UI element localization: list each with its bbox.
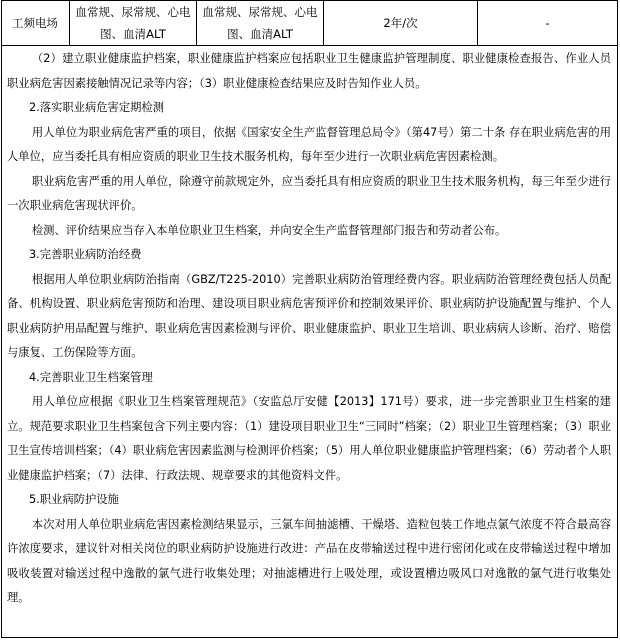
document-page [1,0,618,638]
paragraph-health-records: （2）建立职业健康监护档案，职业健康监护档案应包括职业卫生健康监护管理制度、职业健康检查报告、作业人员职业病危害因素接触情况记录等内容；（3）职业健康检查结果应及时告知作业人员。 [7,52,611,90]
remark-cell: - [478,1,618,46]
paragraph-results-archive: 检测、评价结果应当存入本单位职业卫生档案，并向安全生产监督管理部门报告和劳动者公布。 [31,223,507,237]
health-check-table [2,1,617,46]
on-job-exam-cell: 血常规、尿常规、心电图、血清ALT [197,1,324,46]
hazard-category-cell: 工频电场 [2,1,70,46]
paragraph-funding: 根据用人单位职业病防治指南（GBZ/T225-2010）完善职业病防治管理经费内容。职业病防治管理经费包括人员配备、机构设置、职业病危害预防和治理、建设项目职业病危害预评价和控制效果评价、职业病防护设施配置与维护、个人职业病防护用品配置与维护、职业病危害因素检测与评价、职业健康监护、职业卫生培训、职业病病人诊断、治疗、赔偿与康复、工伤保险等方面。 [7,272,611,359]
paragraph-archive-management: 用人单位应根据《职业卫生档案管理规范》（安监总厅安健【2013】171号）要求，进一步完善职业卫生档案的建立。规范要求职业卫生档案包含下列主要内容：（1）建设项目职业卫生“三同时”档案；（2）职业卫生管理档案；（3）职业卫生宣传培训档案；（4）职业病危害因素监测与检测评价档案；（5）用人单位职业健康监护管理档案；（6）劳动者个人职业健康监护档案；（7）法律、行政法规、规章要求的其他资料文件。 [7,395,611,482]
document-body [2,46,617,611]
paragraph-protective-facilities: 本次对用人单位职业病危害因素检测结果显示，三氯车间抽滤槽、干燥塔、造粒包装工作地点氯气浓度不符合最高容许浓度要求，建议针对相关岗位的职业病防护设施进行改进：产品在皮带输送过程中进行密闭化或在皮带输送过程中增加吸收装置对输送过程中逸散的氯气进行收集处理；对抽滤槽进行上吸处理，或设置槽边吸风口对逸散的氯气进行收集处理。 [7,517,611,604]
section-heading-2: 2.落实职业病危害定期检测 [29,101,165,114]
section-heading-3: 3.完善职业病防治经费 [29,248,142,261]
exam-cycle-cell: 2年/次 [324,1,478,46]
section-heading-5: 5.职业病防护设施 [29,493,119,506]
pre-job-exam-cell: 血常规、尿常规、心电图、血清ALT [70,1,197,46]
table-row [2,1,617,46]
paragraph-evaluation-rule: 职业病危害严重的用人单位，除遵守前款规定外，应当委托具有相应资质的职业卫生技术服务机构，每三年至少进行一次职业病危害现状评价。 [7,174,611,212]
section-heading-4: 4.完善职业卫生档案管理 [29,370,153,384]
paragraph-detection-rule: 用人单位为职业病危害严重的项目，依据《国家安全生产监督管理总局令》（第47号）第二十条 存在职业病危害的用人单位，应当委托具有相应资质的职业卫生技术服务机构，每年至少进行一次职业病危害因素检测。 [7,125,611,163]
